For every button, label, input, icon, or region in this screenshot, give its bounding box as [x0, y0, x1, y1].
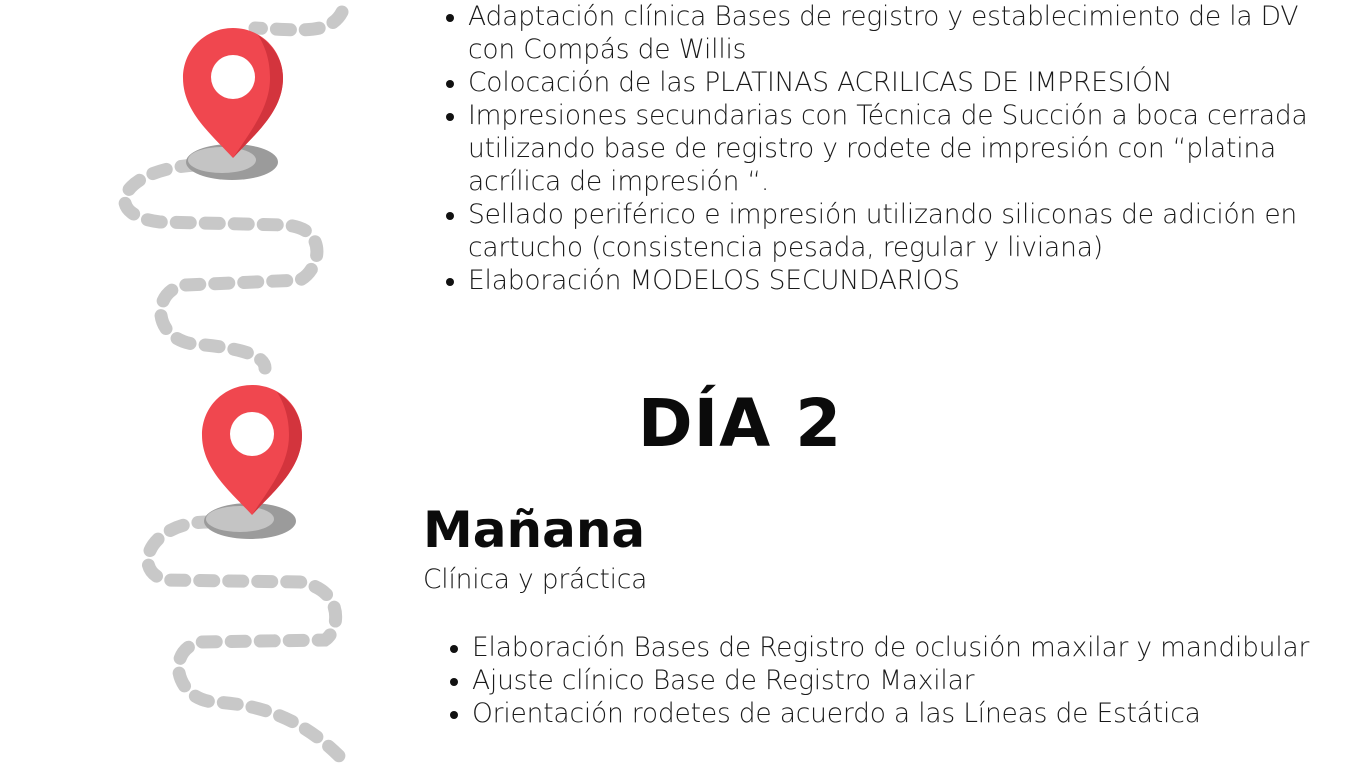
list-item: Colocación de las PLATINAS ACRILICAS DE IMPRESIÓN	[468, 66, 1328, 99]
list-item: Impresiones secundarias con Técnica de Succión a boca cerrada utilizando base de registro y rodete de impresión con “platina acrílica de impresión “.	[468, 99, 1328, 198]
list-item: Adaptación clínica Bases de registro y establecimiento de la DV con Compás de Willis	[468, 0, 1328, 66]
list-item: Elaboración MODELOS SECUNDARIOS	[468, 264, 1328, 297]
list-item: Elaboración Bases de Registro de oclusión maxilar y mandibular	[472, 631, 1332, 664]
bottom-bullet-list	[472, 631, 1332, 730]
list-item: Ajuste clínico Base de Registro Maxilar	[472, 664, 1332, 697]
roadmap-decoration	[0, 0, 420, 768]
top-bullet-list	[468, 0, 1328, 297]
list-item: Orientación rodetes de acuerdo a las Líneas de Estática	[472, 697, 1332, 730]
location-pin-icon	[202, 385, 302, 539]
session-title: Mañana	[423, 501, 646, 559]
list-item: Sellado periférico e impresión utilizando siliconas de adición en cartucho (consistencia pesada, regular y liviana)	[468, 198, 1328, 264]
location-pin-icon	[183, 28, 283, 180]
session-subtitle: Clínica y práctica	[423, 564, 648, 595]
day-title: DÍA 2	[637, 385, 843, 462]
